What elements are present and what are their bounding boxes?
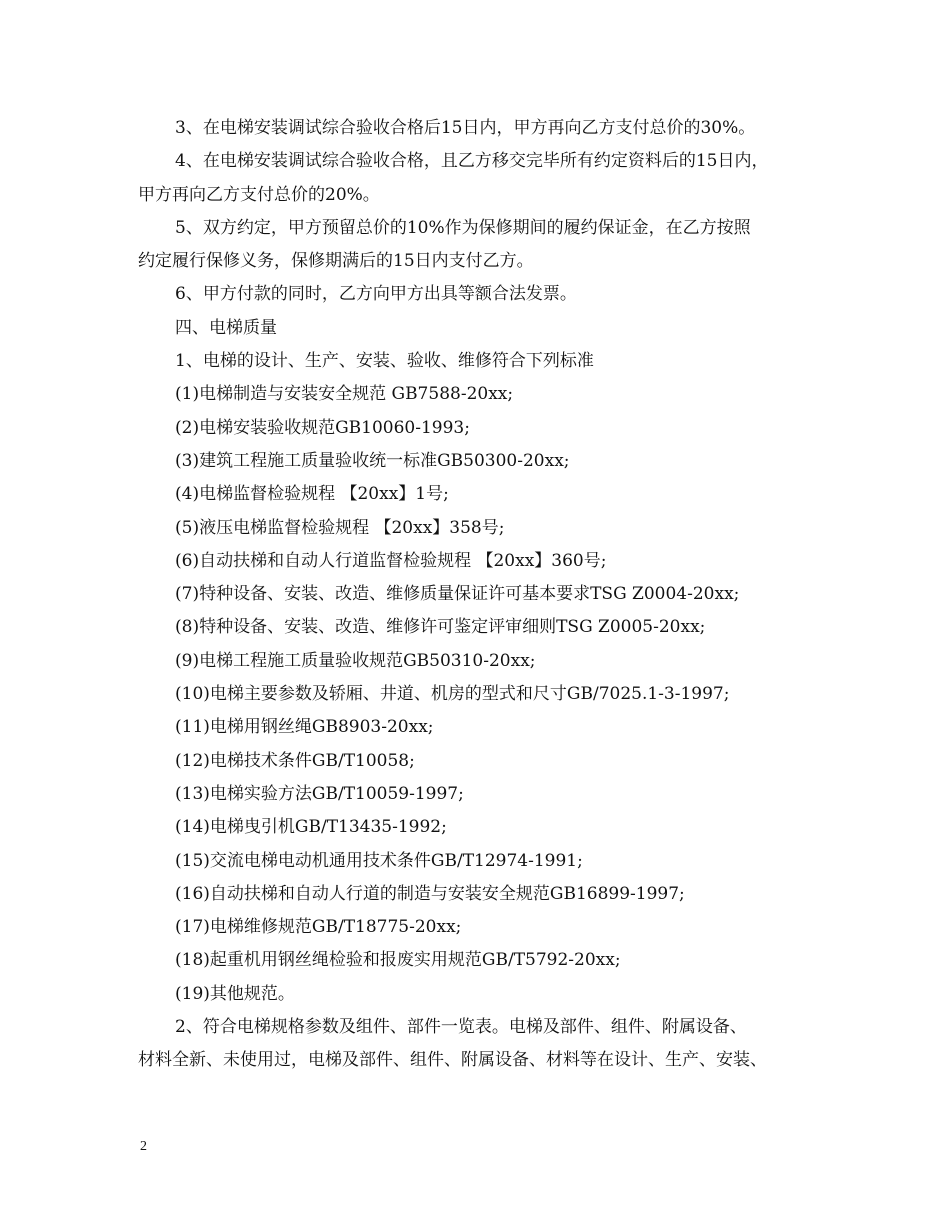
text-line: (15)交流电梯电动机通用技术条件GB/T12974-1991; [175,850,583,871]
text-line: 约定履行保修义务，保修期满后的15日内支付乙方。 [138,251,534,272]
page-number: 2 [140,1139,147,1154]
text-line: (10)电梯主要参数及轿厢、井道、机房的型式和尺寸GB/7025.1-3-1997; [175,684,730,705]
text-line: 5、双方约定，甲方预留总价的10%作为保修期间的履约保证金，在乙方按照 [175,217,751,238]
text-line: (1)电梯制造与安装安全规范 GB7588-20xx; [175,384,514,405]
document-body [138,112,828,1078]
text-line: (9)电梯工程施工质量验收规范GB50310-20xx; [175,650,536,671]
text-line: (6)自动扶梯和自动人行道监督检验规程 【20xx】360号; [175,550,607,571]
text-line: (2)电梯安装验收规范GB10060-1993; [175,417,470,438]
text-line: (17)电梯维修规范GB/T18775-20xx; [175,917,462,938]
text-line: (16)自动扶梯和自动人行道的制造与安装安全规范GB16899-1997; [175,883,685,904]
text-line: (3)建筑工程施工质量验收统一标准GB50300-20xx; [175,450,570,471]
text-line: (4)电梯监督检验规程 【20xx】1号; [175,484,449,505]
text-line: 甲方再向乙方支付总价的20%。 [138,184,380,205]
text-line: (5)液压电梯监督检验规程 【20xx】358号; [175,517,505,538]
text-line: (19)其他规范。 [175,983,295,1004]
text-line: 四、电梯质量 [175,317,277,338]
text-line: 2、符合电梯规格参数及组件、部件一览表。电梯及部件、组件、附属设备、 [175,1017,747,1038]
text-line: 3、在电梯安装调试综合验收合格后15日内，甲方再向乙方支付总价的30%。 [175,118,756,138]
text-line: 材料全新、未使用过，电梯及部件、组件、附属设备、材料等在设计、生产、安装、 [138,1050,767,1071]
text-line: 4、在电梯安装调试综合验收合格，且乙方移交完毕所有约定资料后的15日内， [175,151,769,172]
text-line: (12)电梯技术条件GB/T10058; [175,750,415,771]
text-line: 1、电梯的设计、生产、安装、验收、维修符合下列标准 [175,351,594,372]
text-line: (18)起重机用钢丝绳检验和报废实用规范GB/T5792-20xx; [175,950,621,971]
text-line: (11)电梯用钢丝绳GB8903-20xx; [175,717,434,738]
text-line: (14)电梯曳引机GB/T13435-1992; [175,817,447,838]
text-line: (7)特种设备、安装、改造、维修质量保证许可基本要求TSG Z0004-20xx; [175,584,740,605]
text-line: 6、甲方付款的同时，乙方向甲方出具等额合法发票。 [175,284,577,305]
text-line: (8)特种设备、安装、改造、维修许可鉴定评审细则TSG Z0005-20xx; [175,617,706,638]
text-line: (13)电梯实验方法GB/T10059-1997; [175,783,464,804]
